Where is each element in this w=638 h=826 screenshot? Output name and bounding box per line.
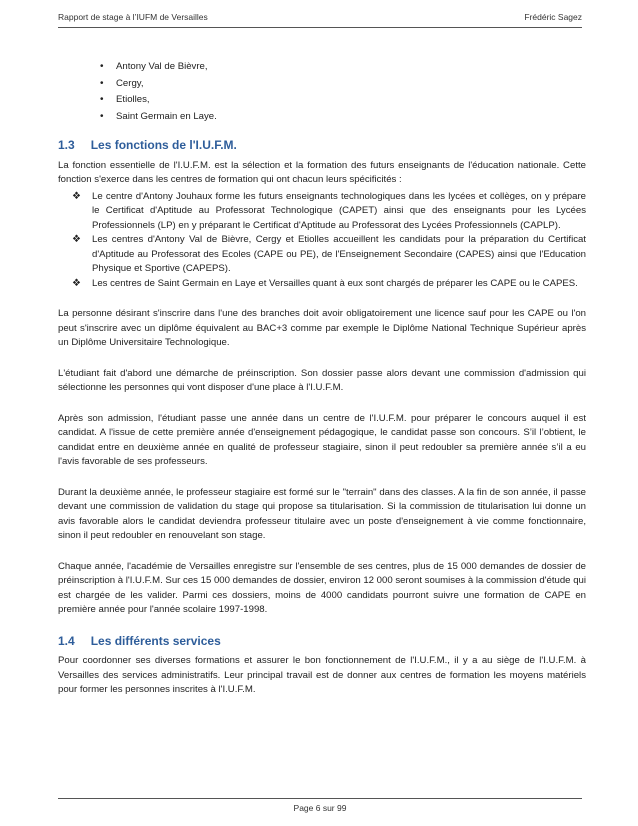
bullet-icon: • — [100, 94, 104, 105]
bullet-icon: • — [100, 61, 104, 72]
section-number: 1.4 — [58, 633, 75, 648]
centers-detail-list — [58, 190, 586, 292]
paragraph: L'étudiant fait d'abord une démarche de préinscription. Son dossier passe alors devant une commission d'admission qui sélectionne les personnes qui vont disposer d'une place à l'I.U.F.M. — [58, 367, 586, 393]
header-author: Frédéric Sagez — [524, 12, 582, 22]
list-item: • Saint Germain en Laye. — [58, 110, 586, 125]
page-header — [58, 12, 582, 28]
paragraph: Après son admission, l'étudiant passe une année dans un centre de l'I.U.F.M. pour préparer le concours auquel il est candidat. A l'issue de cette première année d'enseignement pédagogique, le candidat passe son concours. S’il l’obtient, le candidat entre en deuxième année en qualité de professeur stagiaire, sinon il peut redoubler sa première année s’il a eu l'avis favorable de ses professeurs. — [58, 412, 586, 467]
paragraph: Pour coordonner ses diverses formations et assurer le bon fonctionnement de l'I.U.F.M., il y a au siège de l'I.U.F.M. à Versailles des services administratifs. Leur principal travail est de donner aux centres de formation les moyens matériels pour former les personnes inscrites à l'I.U.F.M. — [58, 655, 586, 695]
list-item: ❖ Les centres d'Antony Val de Bièvre, Cergy et Etiolles accueillent les candidats pour la préparation du Certificat d'Aptitude au Professorat des Ecoles (CAPE ou PE), de l'Enseignement Secondaire (CAPES) ainsi que l'Education Physique et Sportive (CAPEPS). — [72, 234, 586, 274]
section-heading-1-4 — [58, 634, 586, 649]
page-content — [58, 60, 586, 714]
list-item: ❖ Le centre d'Antony Jouhaux forme les futurs enseignants technologiques dans les lycées et collèges, on y prépare le Certificat d'Aptitude au Professorat Technologique (CAPET) ainsi que des enseignants pour les Lycées Professionnels (LP) en y préparant le Certificat d'Aptitude au Professorat des Lycées Professionnels (CAPLP). — [72, 190, 586, 231]
section-number: 1.3 — [58, 138, 75, 152]
list-item: • Etiolles, — [58, 93, 586, 108]
header-title: Rapport de stage à l’IUFM de Versailles — [58, 12, 208, 22]
page-footer — [58, 798, 582, 813]
section-heading-1-3 — [58, 138, 586, 153]
section-intro: La fonction essentielle de l'I.U.F.M. est la sélection et la formation des futurs enseignants de l'éducation nationale. Cette fonction s'exerce dans les centres de formation qui ont chacun leurs spécificités : — [58, 159, 586, 185]
diamond-bullet-icon: ❖ — [72, 234, 81, 245]
list-item: ❖ Les centres de Saint Germain en Laye et Versailles quant à eux sont chargés de préparer les CAPE ou le CAPES. — [58, 277, 586, 292]
paragraph: Durant la deuxième année, le professeur stagiaire est formé sur le "terrain" dans des classes. A la fin de son année, il passe devant une commission de validation du stage qui propose sa titularisation. Si la commission de titularisation lui donne un avis favorable alors le candidat deviendra professeur titulaire avec un poste d'enseignement à vie comme fonctionnaire, sinon il peut redoubler en renouvelant son stage. — [58, 486, 586, 541]
list-item: • Antony Val de Bièvre, — [58, 60, 586, 75]
list-item: • Cergy, — [58, 77, 586, 92]
bullet-icon: • — [100, 77, 104, 89]
section-title: Les fonctions de l'I.U.F.M. — [90, 138, 237, 152]
center-list — [58, 60, 586, 124]
paragraph: Chaque année, l'académie de Versailles enregistre sur l'ensemble de ses centres, plus de 15 000 demandes de dossier de préinscription à l'I.U.F.M. Sur ces 15 000 demandes de dossier, environ 12 000 seront soumises à la commission d'étude qui est chargée de les valider. Parmi ces dossiers, moins de 4000 candidats pourront suivre une formation de CAPE en première année pour l'année scolaire 1997-1998. — [58, 560, 586, 615]
paragraph: La personne désirant s'inscrire dans l'une des branches doit avoir obligatoirement une licence sauf pour les CAPE ou l'on peut s'inscrire avec un diplôme équivalent au BAC+3 comme par exemple le Diplôme National Technique Supérieur après un Diplôme Universitaire Technologique. — [58, 308, 586, 348]
diamond-bullet-icon: ❖ — [72, 277, 81, 289]
section-title: Les différents services — [90, 633, 221, 648]
bullet-icon: • — [100, 110, 104, 122]
diamond-bullet-icon: ❖ — [72, 190, 81, 202]
page-number: Page 6 sur 99 — [293, 803, 347, 813]
